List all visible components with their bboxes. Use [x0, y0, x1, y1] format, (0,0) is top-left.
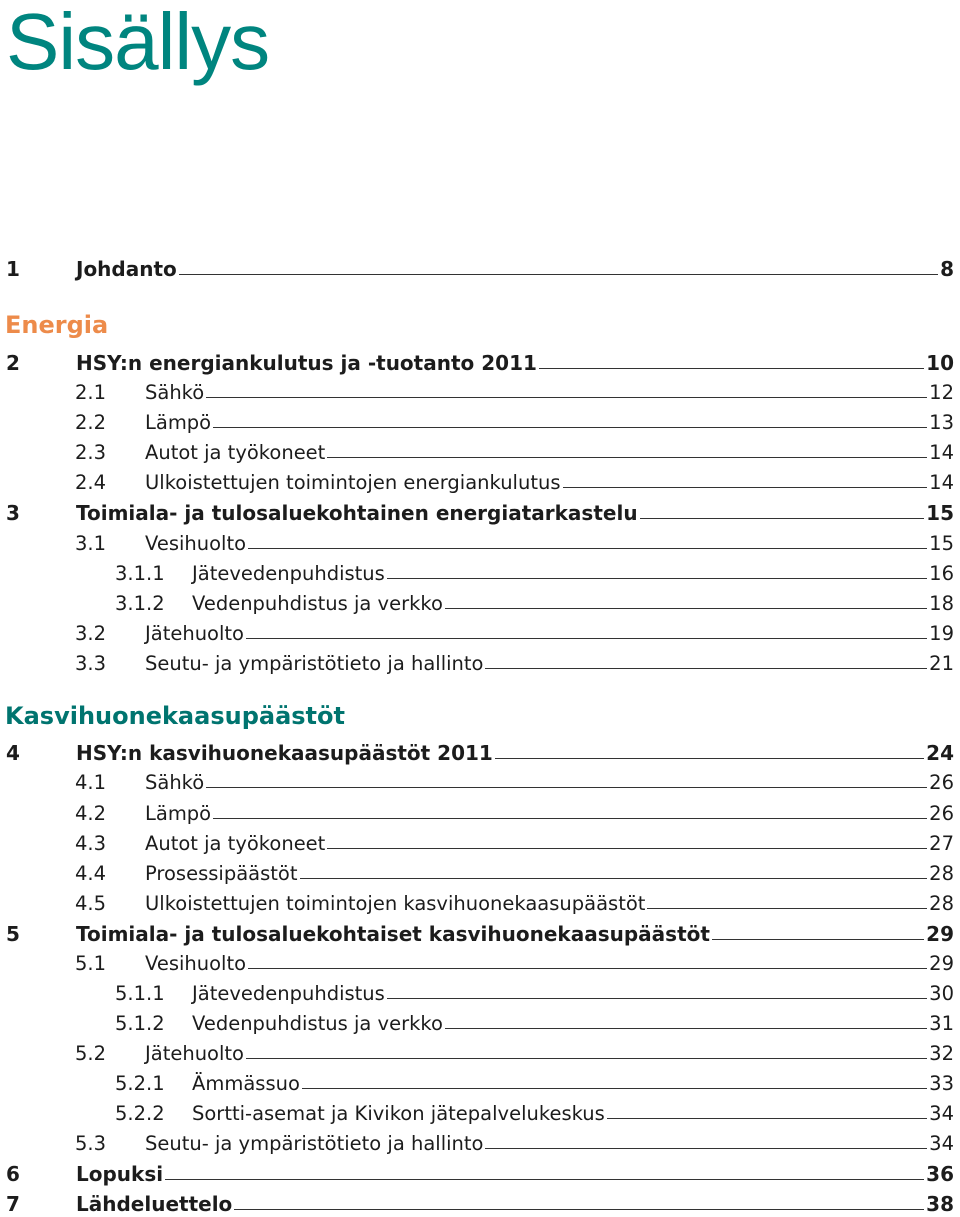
toc-page: 38 — [926, 1192, 954, 1216]
toc-label: Lopuksi — [76, 1162, 164, 1186]
toc-entry-2[interactable] — [6, 348, 954, 378]
toc-entry-3-1-2[interactable] — [6, 589, 954, 619]
toc-label: Toimiala- ja tulosaluekohtainen energiatarkastelu — [76, 501, 638, 525]
toc-entry-5-2[interactable] — [6, 1039, 954, 1069]
toc-number: 4.5 — [75, 892, 107, 915]
toc-number: 3.1.1 — [115, 562, 165, 585]
toc-leader — [206, 397, 927, 398]
toc-number: 2.4 — [75, 471, 107, 494]
toc-page: 15 — [926, 501, 954, 525]
toc-label: Lämpö — [145, 802, 212, 825]
toc-leader — [300, 878, 928, 879]
toc-page: 14 — [929, 471, 954, 494]
toc-page: 13 — [929, 411, 954, 434]
toc-number: 2.3 — [75, 441, 107, 464]
toc-number: 3.1.2 — [115, 592, 165, 615]
toc-entry-7[interactable] — [6, 1189, 954, 1217]
toc-entry-4-2[interactable] — [6, 799, 954, 829]
toc-leader — [445, 1028, 927, 1029]
toc-leader — [640, 518, 925, 519]
toc-number: 4.3 — [75, 832, 107, 855]
toc-label: Jätehuolto — [145, 1042, 244, 1065]
toc-label: Sähkö — [145, 381, 205, 404]
toc-page: 14 — [929, 441, 954, 464]
toc-label: Ulkoistettujen toimintojen energiankulutus — [145, 471, 561, 494]
toc-page: 27 — [929, 832, 954, 855]
toc-number: 3 — [6, 501, 20, 525]
toc-label: Johdanto — [76, 257, 177, 281]
toc-entry-5[interactable] — [6, 919, 954, 949]
toc-page: 10 — [926, 351, 954, 375]
toc-entry-4-5[interactable] — [6, 889, 954, 919]
toc-leader — [248, 968, 927, 969]
toc-label: Ämmässuo — [192, 1072, 300, 1095]
toc-number: 3.2 — [75, 622, 107, 645]
toc-number: 2 — [6, 351, 20, 375]
toc-number: 5.1.2 — [115, 1012, 165, 1035]
toc-entry-4[interactable] — [6, 738, 954, 768]
toc-leader — [248, 548, 927, 549]
toc-leader — [206, 787, 927, 788]
toc-entry-5-1-1[interactable] — [6, 979, 954, 1009]
toc-page: 28 — [929, 862, 954, 885]
toc-leader — [445, 608, 927, 609]
toc-number: 2.2 — [75, 411, 107, 434]
toc-leader — [165, 1179, 924, 1180]
toc-leader — [647, 908, 927, 909]
page-title: Sisällys — [6, 0, 270, 86]
toc-leader — [179, 274, 938, 275]
toc-label: Vesihuolto — [145, 952, 247, 975]
toc-page: 16 — [929, 562, 954, 585]
toc-leader — [539, 368, 924, 369]
toc-label: HSY:n kasvihuonekaasupäästöt 2011 — [76, 741, 493, 765]
toc-leader — [213, 427, 927, 428]
toc-leader — [327, 457, 927, 458]
toc-leader — [563, 487, 928, 488]
toc-page: 24 — [926, 741, 954, 765]
toc-number: 5.3 — [75, 1132, 107, 1155]
toc-page: 19 — [929, 622, 954, 645]
toc-leader — [387, 998, 927, 999]
toc-leader — [485, 668, 927, 669]
toc-leader — [246, 1058, 927, 1059]
toc-number: 6 — [6, 1162, 20, 1186]
toc-leader — [387, 578, 927, 579]
toc-entry-4-1[interactable] — [6, 768, 954, 798]
section-heading-energia: Energia — [5, 311, 109, 339]
toc-label: Autot ja työkoneet — [145, 832, 326, 855]
toc-number: 4.2 — [75, 802, 107, 825]
toc-page: 26 — [929, 802, 954, 825]
toc-entry-2-4[interactable] — [6, 468, 954, 498]
toc-leader — [234, 1209, 924, 1210]
toc-page: 29 — [926, 922, 954, 946]
toc-entry-3[interactable] — [6, 498, 954, 528]
toc-page: 32 — [929, 1042, 954, 1065]
toc-entry-5-1[interactable] — [6, 949, 954, 979]
toc-entry-5-2-2[interactable] — [6, 1099, 954, 1129]
toc-number: 1 — [6, 257, 20, 281]
toc-label: Jätevedenpuhdistus — [192, 982, 385, 1005]
toc-page: 8 — [940, 257, 954, 281]
toc-label: Jätevedenpuhdistus — [192, 562, 385, 585]
toc-number: 2.1 — [75, 381, 107, 404]
toc-leader — [485, 1148, 927, 1149]
toc-entry-3-1[interactable] — [6, 529, 954, 559]
toc-label: Vedenpuhdistus ja verkko — [192, 592, 443, 615]
toc-number: 3.1 — [75, 532, 107, 555]
toc-entry-2-1[interactable] — [6, 378, 954, 408]
toc-number: 5.2.1 — [115, 1072, 165, 1095]
toc-page: 26 — [929, 771, 954, 794]
toc-page: 30 — [929, 982, 954, 1005]
toc-label: Ulkoistettujen toimintojen kasvihuonekaasupäästöt — [145, 892, 646, 915]
toc-entry-4-3[interactable] — [6, 829, 954, 859]
toc-number: 5.1 — [75, 952, 107, 975]
toc-leader — [712, 939, 924, 940]
toc-entry-6[interactable] — [6, 1159, 954, 1189]
toc-leader — [327, 848, 927, 849]
toc-leader — [213, 818, 927, 819]
toc-page: 12 — [929, 381, 954, 404]
toc-number: 4 — [6, 741, 20, 765]
toc-label: Lämpö — [145, 411, 212, 434]
toc-entry-5-2-1[interactable] — [6, 1069, 954, 1099]
toc-entry-2-3[interactable] — [6, 438, 954, 468]
toc-entry-3-2[interactable] — [6, 619, 954, 649]
toc-entry-3-3[interactable] — [6, 649, 954, 679]
toc-page: 18 — [929, 592, 954, 615]
toc-page: 31 — [929, 1012, 954, 1035]
toc-page: 29 — [929, 952, 954, 975]
toc-number: 5 — [6, 922, 20, 946]
toc-label: Seutu- ja ympäristötieto ja hallinto — [145, 652, 484, 675]
toc-label: Sähkö — [145, 771, 205, 794]
toc-page: 21 — [929, 652, 954, 675]
toc-entry-5-1-2[interactable] — [6, 1009, 954, 1039]
toc-number: 4.4 — [75, 862, 107, 885]
toc-page: 34 — [929, 1102, 954, 1125]
toc-label: Autot ja työkoneet — [145, 441, 326, 464]
toc-label: HSY:n energiankulutus ja -tuotanto 2011 — [76, 351, 537, 375]
toc-number: 5.2 — [75, 1042, 107, 1065]
toc-page: 28 — [929, 892, 954, 915]
toc-label: Vesihuolto — [145, 532, 247, 555]
toc-page: 15 — [929, 532, 954, 555]
toc-page: 34 — [929, 1132, 954, 1155]
toc-leader — [246, 638, 927, 639]
toc-number: 5.2.2 — [115, 1102, 165, 1125]
toc-number: 4.1 — [75, 771, 107, 794]
toc-label: Prosessipäästöt — [145, 862, 298, 885]
toc-label: Seutu- ja ympäristötieto ja hallinto — [145, 1132, 484, 1155]
toc-page: 36 — [926, 1162, 954, 1186]
toc-label: Vedenpuhdistus ja verkko — [192, 1012, 443, 1035]
toc-entry-5-3[interactable] — [6, 1129, 954, 1159]
toc-number: 5.1.1 — [115, 982, 165, 1005]
toc-leader — [495, 758, 924, 759]
toc-label: Jätehuolto — [145, 622, 244, 645]
toc-number: 3.3 — [75, 652, 107, 675]
toc-entry-1[interactable] — [6, 254, 954, 284]
toc-leader — [607, 1118, 927, 1119]
toc-label: Lähdeluettelo — [76, 1192, 233, 1216]
toc-number: 7 — [6, 1192, 20, 1216]
toc-page: 33 — [929, 1072, 954, 1095]
toc-leader — [302, 1088, 927, 1089]
toc-label: Sortti-asemat ja Kivikon jätepalvelukeskus — [192, 1102, 605, 1125]
toc-entry-3-1-1[interactable] — [6, 559, 954, 589]
toc-label: Toimiala- ja tulosaluekohtaiset kasvihuonekaasupäästöt — [76, 922, 710, 946]
toc-entry-2-2[interactable] — [6, 408, 954, 438]
section-heading-kasvihuone: Kasvihuonekaasupäästöt — [5, 702, 345, 730]
toc-entry-4-4[interactable] — [6, 859, 954, 889]
